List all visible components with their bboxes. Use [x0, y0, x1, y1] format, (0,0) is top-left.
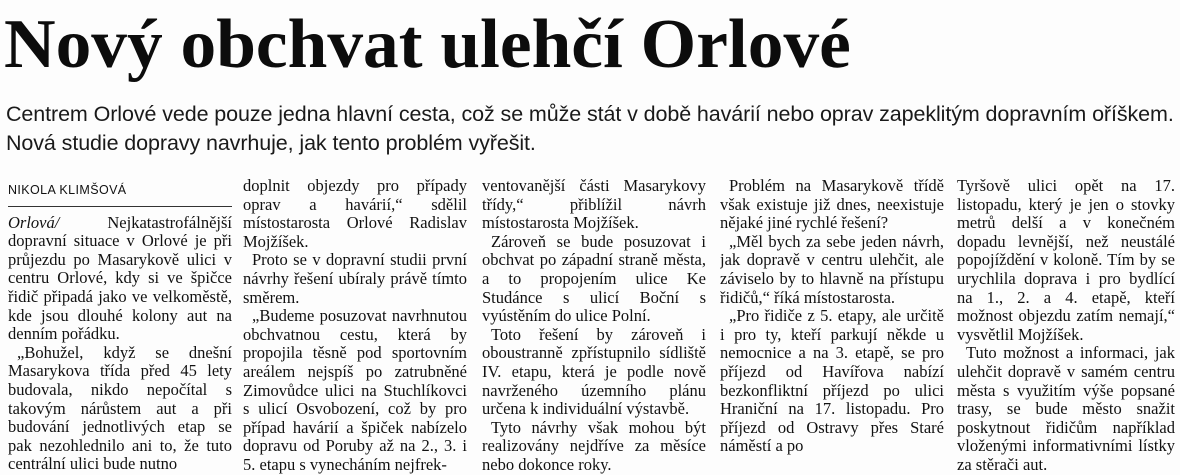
paragraph: Tuto možnost a informaci, jak ulehčit dopravě v samém centru města s využitím výše popsané trasy, se bude město snažit poskytnout řidičům například vloženými informativními lístky za stěrači aut. — [957, 343, 1175, 474]
paragraph: „Měl bych za sebe jeden návrh, jak dopravě v centru ulehčit, ale záviselo by to hlavně na přístupu řidičů,“ říká místostarosta. — [720, 231, 944, 307]
paragraph-text: Nejkatastrofálnější dopravní situace v Orlové je při průjezdu po Masarykově ulici v centru Orlové, kdy si ve špičce řidič připadá jako ve velkoměstě, kde jsou dlouhé kolony aut na denním pořádku. — [8, 212, 232, 344]
dateline-place: Orlová/ — [8, 212, 60, 232]
lead-paragraph: Centrem Orlové vede pouze jedna hlavní cesta, což se může stát v době havárií nebo oprav zapeklitým dopravním oříškem. Nová studie dopravy navrhuje, jak tento problém vyřešit. — [6, 102, 1174, 155]
paragraph: Tyto návrhy však mohou být realizovány nejdříve za měsíce nebo dokonce roky. — [482, 417, 706, 474]
paragraph: Toto řešení by zároveň i oboustranně zpřístupnilo sídliště IV. etapu, která je podle nově navrženého územního plánu určena k individuální výstavbě. — [482, 324, 706, 419]
text-column-4 — [720, 177, 944, 475]
text-column-1 — [8, 177, 232, 475]
text-column-5 — [957, 177, 1175, 475]
paragraph: Problém na Masarykově třídě však existuje již dnes, neexistuje nějaké jiné rychlé řešení? — [720, 177, 944, 233]
headline: Nový obchvat ulehčí Orlové — [4, 6, 851, 83]
paragraph — [8, 214, 232, 344]
text-column-3 — [482, 177, 706, 475]
paragraph: „Pro řidiče z 5. etapy, ale určitě i pro ty, kteří parkují někde u nemocnice a na 3. etapě, se pro příjezd od Havířova nabízí bezkonfliktní příjezd po ulici Hraniční na 17. listopadu. Pro příjezd od Ostravy přes Staré náměstí a po — [720, 306, 944, 456]
text-column-2 — [243, 177, 467, 475]
paragraph: „Bohužel, když se dnešní Masarykova třída před 45 lety budovala, nikdo nepočítal s takovým nárůstem aut a při budování jednotlivých etap se pak nezohlednilo ani to, že tuto centrální ulici bude nutno — [8, 342, 232, 474]
paragraph: doplnit objezdy pro případy oprav a havárií,“ sdělil místostarosta Orlové Radislav Mojžíšek. — [243, 177, 467, 251]
paragraph: ventovanější části Masarykovy třídy,“ přiblížil návrh místostarosta Mojžíšek. — [482, 177, 706, 233]
paragraph: „Budeme posuzovat navrhnutou obchvatnou cestu, která by propojila těsně pod sportovním areálem nejspíš po zatrubněné Zimovůdce ulici na Stuchlíkovci s ulicí Osvobození, což by pro případ havárií a špiček nabízelo dopravu od Poruby až na 2., 3. i 5. etapu s vynecháním nejfrek- — [243, 306, 467, 474]
author-byline: NIKOLA KLIMŠOVÁ — [8, 177, 232, 207]
paragraph: Proto se v dopravní studii první návrhy řešení ubíraly právě tímto směrem. — [243, 250, 467, 307]
paragraph: Tyršově ulici opět na 17. listopadu, který je jen o stovky metrů delší a v konečném dopadu levnější, než neustálé popojíždění v koloně. Tím by se urychlila doprava i pro bydlící na 1., 2. a 4. etapě, kteří možnost objezdu zatím nemají,“ vysvětlil Mojžíšek. — [957, 177, 1175, 344]
paragraph: Zároveň se bude posuzovat i obchvat po západní straně města, a to propojením ulice Ke Studánce s ulicí Boční s vyústěním do ulice Polní. — [482, 231, 706, 326]
